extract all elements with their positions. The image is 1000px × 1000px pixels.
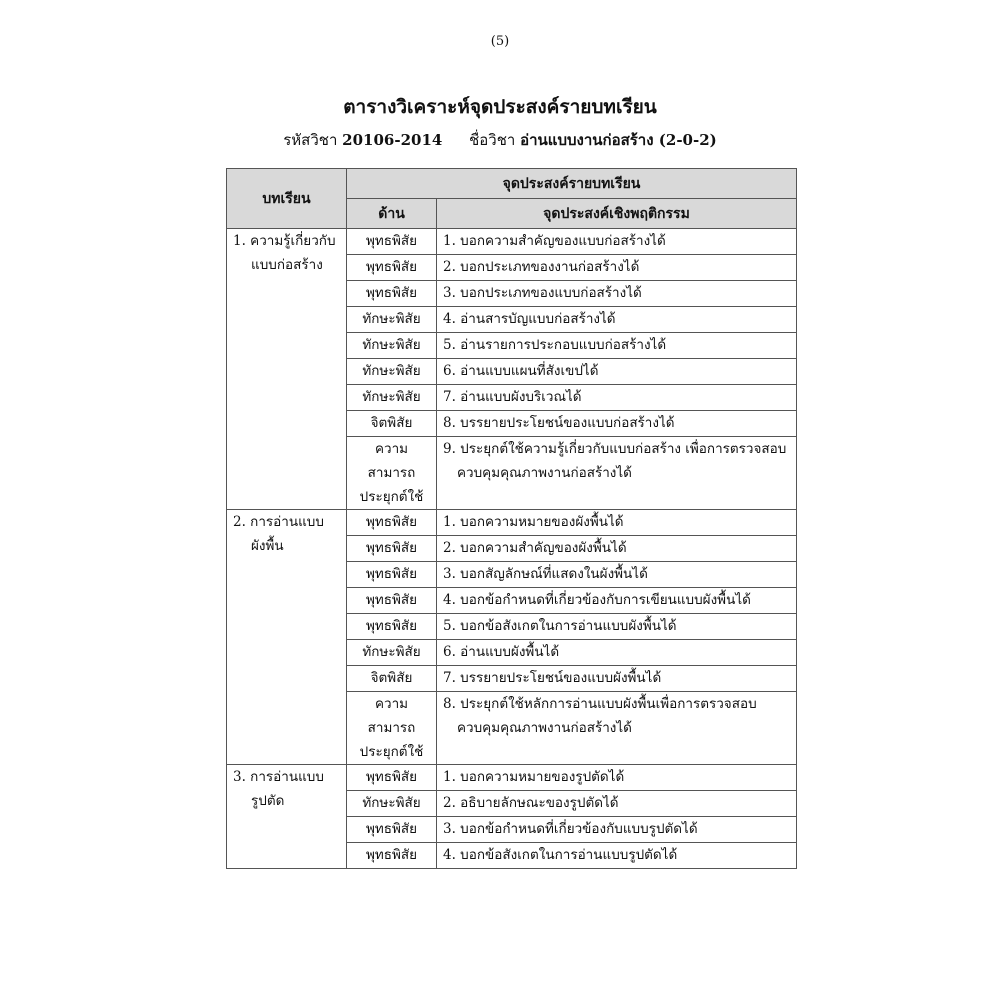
objective-cell: [437, 817, 797, 843]
domain-text: พุทธพิสัย: [365, 540, 418, 556]
lesson-title-line1: 2. การอ่านแบบ: [233, 514, 324, 530]
domain-cell: [347, 640, 437, 666]
objective-text: 7. บรรยายประโยชน์ของแบบผังพื้นได้: [443, 670, 662, 686]
header-objectives-group: จุดประสงค์รายบทเรียน: [347, 169, 797, 199]
domain-text: ความสามารถ: [367, 441, 416, 481]
domain-text: ทักษะพิสัย: [362, 311, 421, 327]
domain-cell: [347, 359, 437, 385]
course-name-label: ชื่อวิชา: [469, 131, 516, 149]
objective-cell: [437, 791, 797, 817]
objective-text: 2. บอกความสำคัญของผังพื้นได้: [443, 540, 627, 556]
lesson-title: [227, 510, 347, 765]
lesson-title: [227, 229, 347, 510]
domain-text: พุทธพิสัย: [365, 259, 418, 275]
domain-text-line2: ประยุกต์ใช้: [359, 489, 424, 505]
header-behavioral-objective: จุดประสงค์เชิงพฤติกรรม: [437, 199, 797, 229]
objectives-table: [226, 168, 797, 869]
domain-cell: [347, 817, 437, 843]
domain-cell: [347, 588, 437, 614]
domain-cell: [347, 536, 437, 562]
domain-cell: [347, 437, 437, 510]
domain-text: พุทธพิสัย: [365, 618, 418, 634]
page-number: (5): [490, 34, 510, 49]
objective-text: 6. อ่านแบบแผนที่สังเขปได้: [443, 363, 599, 379]
domain-text: ทักษะพิสัย: [362, 363, 421, 379]
lesson-title-line2: รูปตัด: [251, 793, 285, 809]
objective-cell: [437, 333, 797, 359]
objective-text: 8. บรรยายประโยชน์ของแบบก่อสร้างได้: [443, 415, 675, 431]
objective-text: 7. อ่านแบบผังบริเวณได้: [443, 389, 582, 405]
domain-text: ทักษะพิสัย: [362, 337, 421, 353]
objective-text: 2. บอกประเภทของงานก่อสร้างได้: [443, 259, 640, 275]
table-row: [227, 229, 797, 255]
header-domain: ด้าน: [347, 199, 437, 229]
objective-cell: [437, 510, 797, 536]
domain-cell: [347, 385, 437, 411]
objective-cell: [437, 614, 797, 640]
header-lesson: บทเรียน: [227, 169, 347, 229]
domain-text: ทักษะพิสัย: [362, 644, 421, 660]
domain-cell: [347, 255, 437, 281]
objective-cell: [437, 385, 797, 411]
course-code: 20106-2014: [342, 131, 443, 149]
objective-text: 5. อ่านรายการประกอบแบบก่อสร้างได้: [443, 337, 667, 353]
objective-cell: [437, 666, 797, 692]
course-info: [0, 128, 1000, 152]
objective-cell: [437, 640, 797, 666]
domain-cell: [347, 843, 437, 869]
domain-cell: [347, 229, 437, 255]
objective-text: 6. อ่านแบบผังพื้นได้: [443, 644, 560, 660]
objective-text: 4. บอกข้อสังเกตในการอ่านแบบรูปตัดได้: [443, 847, 678, 863]
domain-cell: [347, 562, 437, 588]
domain-text: พุทธพิสัย: [365, 285, 418, 301]
objective-cell: [437, 765, 797, 791]
objective-text-line2: ควบคุมคุณภาพงานก่อสร้างได้: [457, 720, 632, 736]
domain-text: จิตพิสัย: [370, 415, 413, 431]
domain-text: ทักษะพิสัย: [362, 389, 421, 405]
domain-cell: [347, 333, 437, 359]
document-title: ตารางวิเคราะห์จุดประสงค์รายบทเรียน: [343, 96, 657, 118]
domain-cell: [347, 510, 437, 536]
objective-cell: [437, 588, 797, 614]
domain-cell: [347, 692, 437, 765]
domain-cell: [347, 614, 437, 640]
table-row: [227, 765, 797, 791]
domain-text: พุทธพิสัย: [365, 566, 418, 582]
objective-cell: [437, 562, 797, 588]
domain-text: พุทธพิสัย: [365, 847, 418, 863]
objective-text-line2: ควบคุมคุณภาพงานก่อสร้างได้: [457, 465, 632, 481]
domain-text: พุทธพิสัย: [365, 514, 418, 530]
domain-text: พุทธพิสัย: [365, 769, 418, 785]
objective-text: 2. อธิบายลักษณะของรูปตัดได้: [443, 795, 619, 811]
domain-text: ความสามารถ: [367, 696, 416, 736]
domain-cell: [347, 281, 437, 307]
table-body: [227, 229, 797, 869]
objective-cell: [437, 307, 797, 333]
domain-text: พุทธพิสัย: [365, 233, 418, 249]
table-row: [227, 510, 797, 536]
domain-cell: [347, 666, 437, 692]
lesson-title-line2: แบบก่อสร้าง: [251, 257, 323, 273]
objective-text: 3. บอกข้อกำหนดที่เกี่ยวข้องกับแบบรูปตัดได้: [443, 821, 698, 837]
objective-text: 9. ประยุกต์ใช้ความรู้เกี่ยวกับแบบก่อสร้าง เพื่อการตรวจสอบ: [443, 441, 787, 457]
lesson-title: [227, 765, 347, 869]
objective-cell: [437, 359, 797, 385]
domain-cell: [347, 411, 437, 437]
objective-text: 3. บอกประเภทของแบบก่อสร้างได้: [443, 285, 642, 301]
lesson-title-line2: ผังพื้น: [251, 538, 284, 554]
domain-text: พุทธพิสัย: [365, 592, 418, 608]
objective-cell: [437, 692, 797, 765]
domain-text: ทักษะพิสัย: [362, 795, 421, 811]
objective-text: 4. บอกข้อกำหนดที่เกี่ยวข้องกับการเขียนแบบผังพื้นได้: [443, 592, 751, 608]
domain-cell: [347, 307, 437, 333]
course-code-label: รหัสวิชา: [283, 131, 338, 149]
objective-text: 4. อ่านสารบัญแบบก่อสร้างได้: [443, 311, 616, 327]
lesson-title-line1: 1. ความรู้เกี่ยวกับ: [233, 233, 336, 249]
domain-text-line2: ประยุกต์ใช้: [359, 744, 424, 760]
domain-text: พุทธพิสัย: [365, 821, 418, 837]
objective-cell: [437, 229, 797, 255]
objective-cell: [437, 255, 797, 281]
objective-text: 8. ประยุกต์ใช้หลักการอ่านแบบผังพื้นเพื่อการตรวจสอบ: [443, 696, 757, 712]
domain-cell: [347, 765, 437, 791]
course-name: อ่านแบบงานก่อสร้าง (2-0-2): [520, 131, 717, 149]
domain-cell: [347, 791, 437, 817]
objective-cell: [437, 281, 797, 307]
domain-text: จิตพิสัย: [370, 670, 413, 686]
objective-cell: [437, 536, 797, 562]
objective-cell: [437, 437, 797, 510]
objective-text: 1. บอกความสำคัญของแบบก่อสร้างได้: [443, 233, 666, 249]
objective-text: 1. บอกความหมายของผังพื้นได้: [443, 514, 624, 530]
objective-cell: [437, 411, 797, 437]
objective-text: 3. บอกสัญลักษณ์ที่แสดงในผังพื้นได้: [443, 566, 648, 582]
objective-text: 1. บอกความหมายของรูปตัดได้: [443, 769, 625, 785]
objective-text: 5. บอกข้อสังเกตในการอ่านแบบผังพื้นได้: [443, 618, 677, 634]
lesson-title-line1: 3. การอ่านแบบ: [233, 769, 324, 785]
objective-cell: [437, 843, 797, 869]
